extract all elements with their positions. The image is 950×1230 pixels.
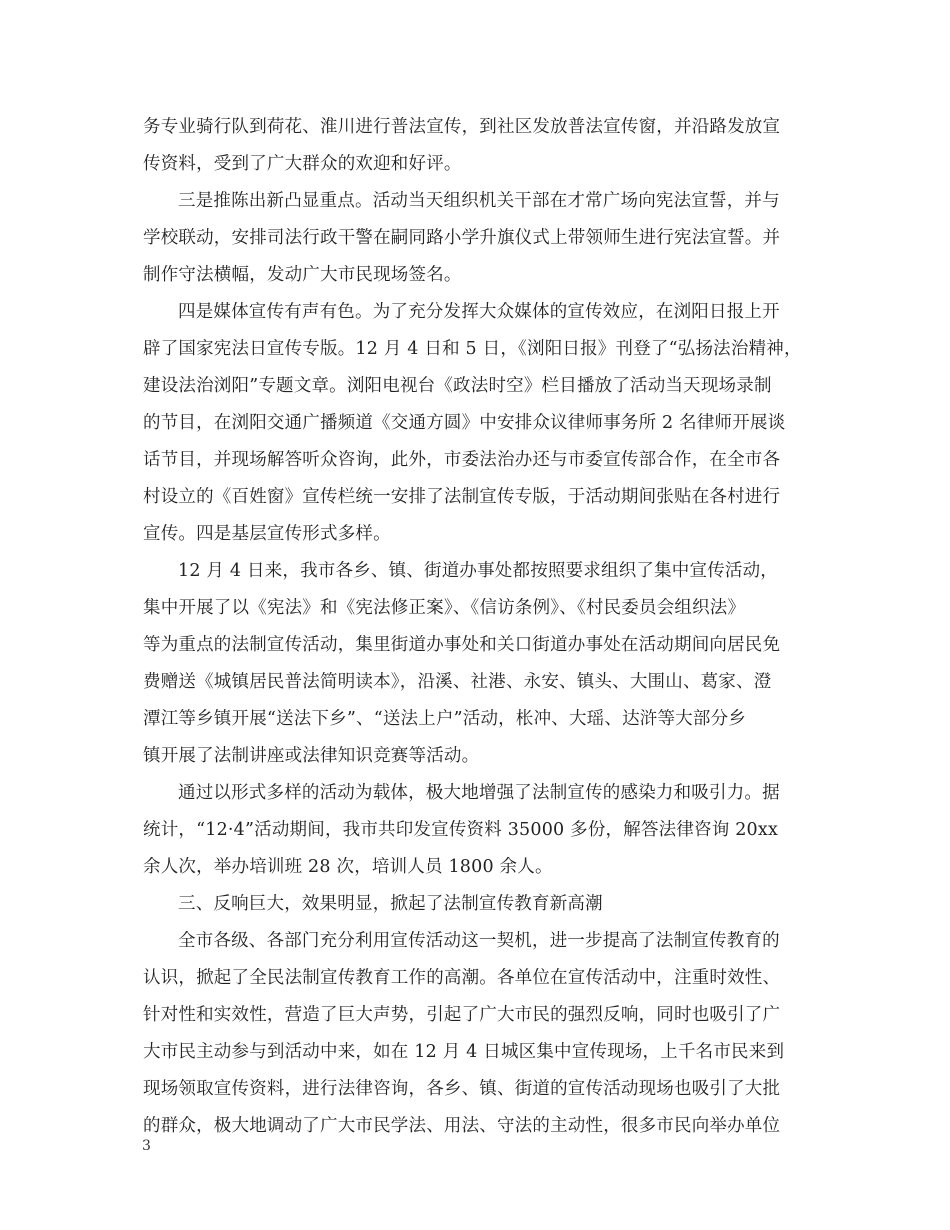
body-text-line: 的节目，在浏阳交通广播频道《交通方圆》中安排众议律师事务所 2 名律师开展谈 [143,413,786,433]
body-text-line: 辟了国家宪法日宣传专版。12 月 4 日和 5 日，《浏阳日报》刊登了“弘扬法治精神， [143,339,802,359]
body-text-line: 余人次，举办培训班 28 次，培训人员 1800 余人。 [143,857,553,877]
body-text-line: 等为重点的法制宣传活动，集里街道办事处和关口街道办事处在活动期间向居民免 [143,635,781,655]
body-text-line: 务专业骑行队到荷花、淮川进行普法宣传，到社区发放普法宣传窗，并沿路发放宣 [143,117,781,137]
body-text-line: 建设法治浏阳”专题文章。浏阳电视台《政法时空》栏目播放了活动当天现场录制 [143,376,772,396]
paragraph-start-line: 三是推陈出新凸显重点。活动当天组织机关干部在才常广场向宪法宣誓，并与 [178,191,780,211]
page-number: 3 [142,1138,151,1154]
body-text-line: 现场领取宣传资料，进行法律咨询，各乡、镇、街道的宣传活动现场也吸引了大批 [143,1079,781,1099]
body-text-line: 统计，“12·4”活动期间，我市共印发宣传资料 35000 多份，解答法律咨询 20xx [143,820,779,840]
body-text-line: 村设立的《百姓窗》宣传栏统一安排了法制宣传专版，于活动期间张贴在各村进行 [143,487,781,507]
body-text-line: 针对性和实效性，营造了巨大声势，引起了广大市民的强烈反响，同时也吸引了广 [143,1005,781,1025]
body-text-line: 传资料，受到了广大群众的欢迎和好评。 [143,154,462,174]
paragraph-start-line: 通过以形式多样的活动为载体，极大地增强了法制宣传的感染力和吸引力。据 [178,783,780,803]
body-text-line: 大市民主动参与到活动中来，如在 12 月 4 日城区集中宣传现场，上千名市民来到 [143,1042,785,1062]
body-text-line: 学校联动，安排司法行政干警在嗣同路小学升旗仪式上带领师生进行宪法宣誓。并 [143,228,781,248]
section-heading: 三、反响巨大，效果明显，掀起了法制宣传教育新高潮 [178,894,603,914]
body-text-line: 潭江等乡镇开展“送法下乡”、“送法上户”活动，枨冲、大瑶、达浒等大部分乡 [143,709,746,729]
paragraph-start-line: 全市各级、各部门充分利用宣传活动这一契机，进一步提高了法制宣传教育的 [178,931,780,951]
body-text-line: 费赠送《城镇居民普法简明读本》，沿溪、社港、永安、镇头、大围山、葛家、澄 [143,672,772,692]
body-text-line: 宣传。四是基层宣传形式多样。 [143,524,391,544]
body-text-line: 制作守法横幅，发动广大市民现场签名。 [143,265,462,285]
paragraph-start-line: 四是媒体宣传有声有色。为了充分发挥大众媒体的宣传效应，在浏阳日报上开 [178,302,780,322]
body-text-line: 集中开展了以《宪法》和《宪法修正案》、《信访条例》、《村民委员会组织法》 [143,598,746,618]
paragraph-start-line: 12 月 4 日来，我市各乡、镇、街道办事处都按照要求组织了集中宣传活动， [178,561,778,581]
body-text-line: 话节目，并现场解答听众咨询，此外，市委法治办还与市委宣传部合作，在全市各 [143,450,781,470]
body-text-line: 认识，掀起了全民法制宣传教育工作的高潮。各单位在宣传活动中，注重时效性、 [143,968,781,988]
body-text-line: 的群众，极大地调动了广大市民学法、用法、守法的主动性，很多市民向举办单位 [143,1116,781,1136]
body-text-line: 镇开展了法制讲座或法律知识竞赛等活动。 [143,746,480,766]
